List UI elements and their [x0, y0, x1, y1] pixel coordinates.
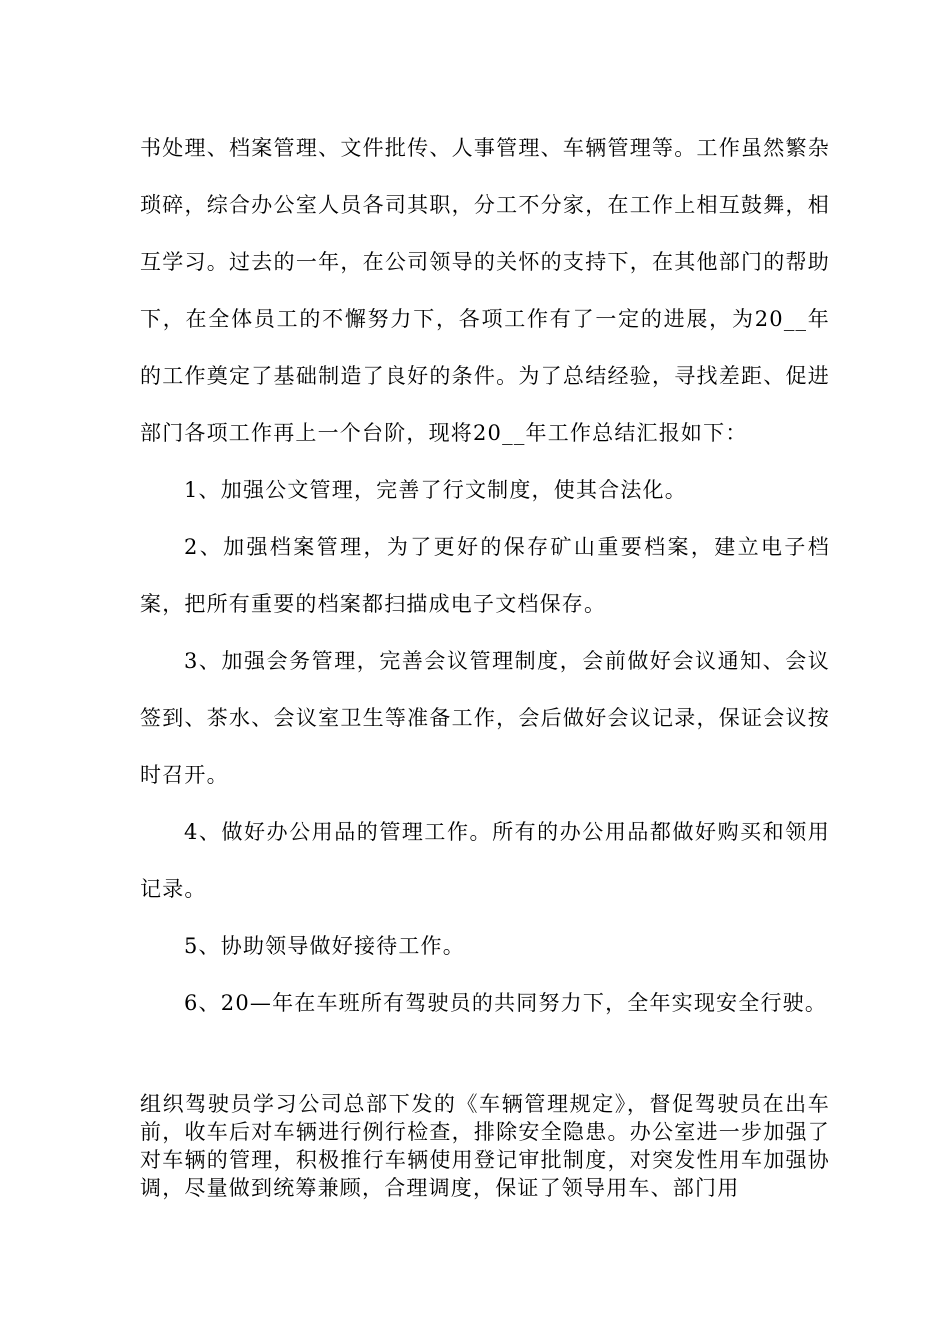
list-item-4: 4、做好办公用品的管理工作。所有的办公用品都做好购买和领用记录。: [140, 820, 830, 901]
list-item-6: 6、20—年在车班所有驾驶员的共同努力下，全年实现安全行驶。: [184, 991, 828, 1015]
document-body: [140, 120, 830, 1032]
continuation-text: 组织驾驶员学习公司总部下发的《车辆管理规定》，督促驾驶员在出车前，收车后对车辆进行例行检查，排除安全隐患。办公室进一步加强了对车辆的管理，积极推行车辆使用登记审批制度，对突发性用车加强协调，尽量做到统筹兼顾，合理调度，保证了领导用车、部门用: [140, 1092, 830, 1200]
continuation-paragraph: [140, 1090, 830, 1202]
list-item-2: 2、加强档案管理，为了更好的保存矿山重要档案，建立电子档案，把所有重要的档案都扫描成电子文档保存。: [140, 535, 830, 616]
list-item-1: 1、加强公文管理，完善了行文制度，使其合法化。: [184, 478, 687, 502]
list-item-3: 3、加强会务管理，完善会议管理制度，会前做好会议通知、会议签到、茶水、会议室卫生等准备工作，会后做好会议记录，保证会议按时召开。: [140, 649, 830, 787]
list-item-5: 5、协助领导做好接待工作。: [184, 934, 465, 958]
intro-paragraph: 书处理、档案管理、文件批传、人事管理、车辆管理等。工作虽然繁杂琐碎，综合办公室人员各司其职，分工不分家，在工作上相互鼓舞，相互学习。过去的一年，在公司领导的关怀的支持下，在其他部门的帮助下，在全体员工的不懈努力下，各项工作有了一定的进展，为20__年的工作奠定了基础制造了良好的条件。为了总结经验，寻找差距、促进部门各项工作再上一个台阶，现将20__年工作总结汇报如下：: [140, 136, 830, 445]
